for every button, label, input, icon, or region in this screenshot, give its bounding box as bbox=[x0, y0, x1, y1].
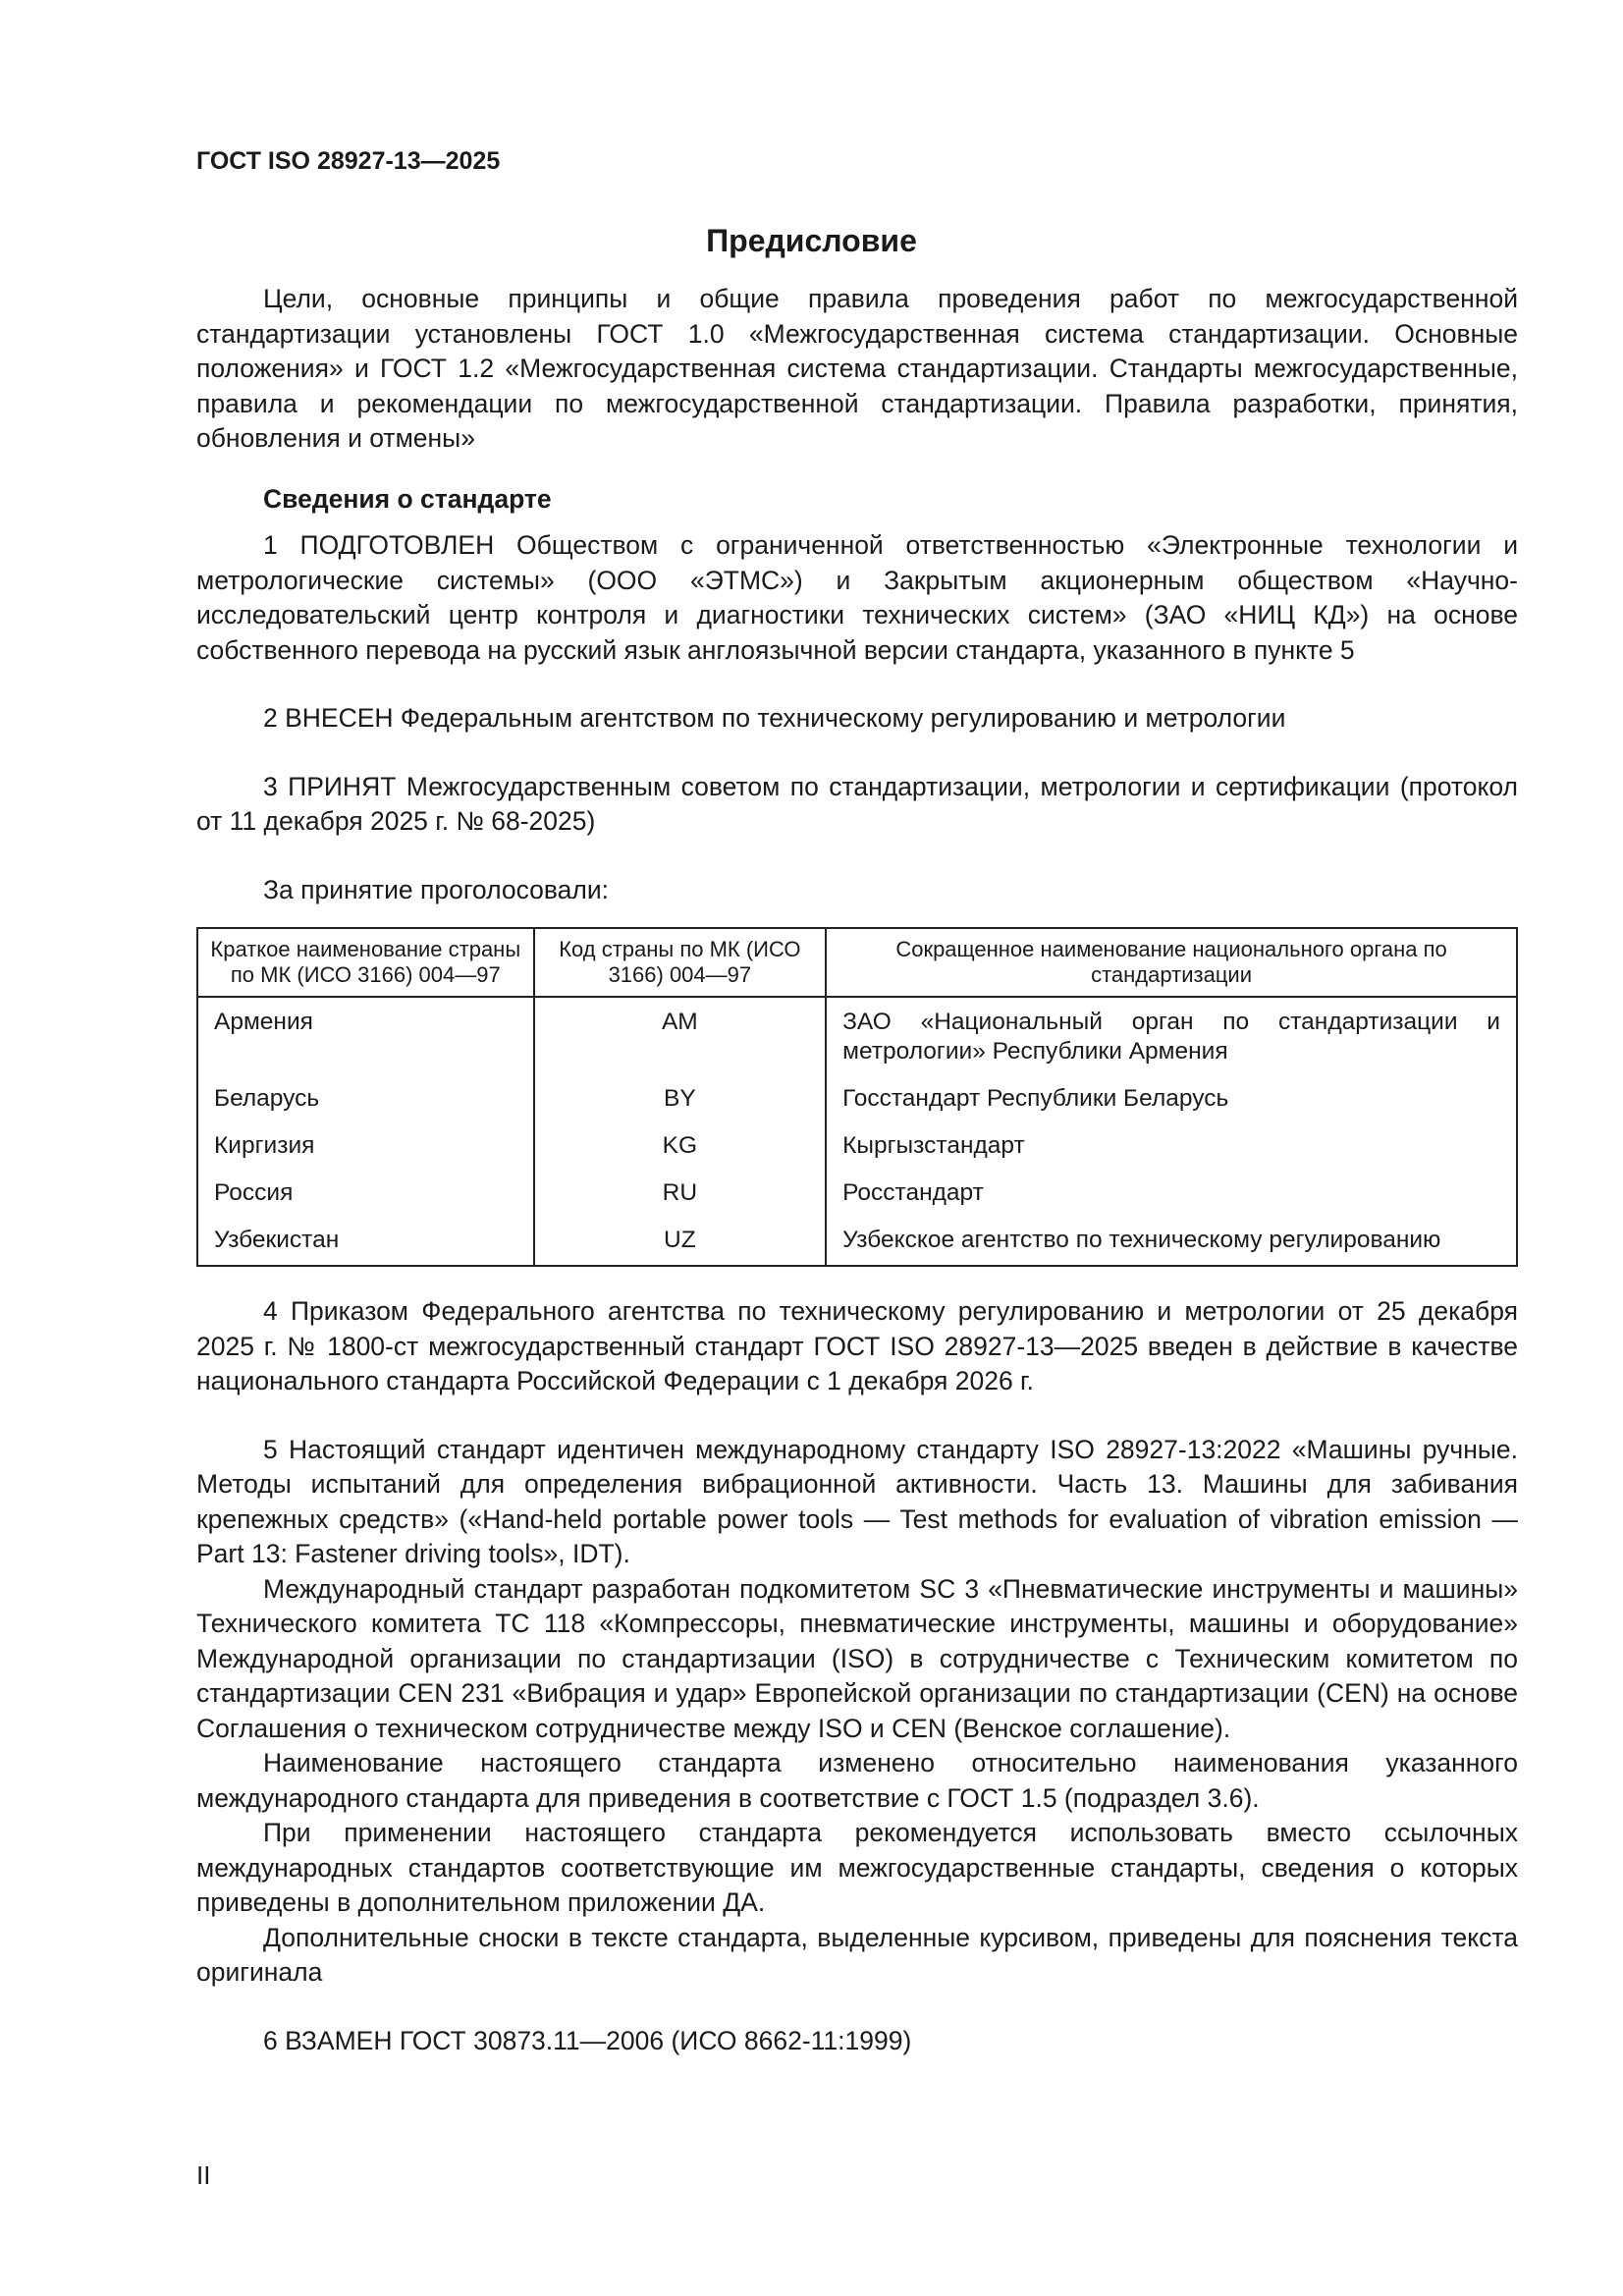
table-row bbox=[197, 1122, 1517, 1170]
table-row bbox=[197, 1075, 1517, 1122]
column-header-country: Краткое наименование страны по МК (ИСО 3166) 004—97 bbox=[197, 928, 534, 997]
country-cell: Россия bbox=[197, 1170, 534, 1217]
table-row bbox=[197, 1170, 1517, 1217]
page-number: II bbox=[196, 2160, 211, 2190]
organ-cell: Кыргызстандарт bbox=[826, 1122, 1517, 1170]
item-5-paragraph: 5 Настоящий стандарт идентичен международному стандарту ISO 28927-13:2022 «Машины ручные. Методы испытаний для определения вибрационной активности. Часть 13. Машины для забивания крепежных средств» («Hand-held portable power tools — Test methods for evaluation of vibration emission — Part 13: Fastener driving tools», IDT). bbox=[196, 1434, 1518, 1568]
column-header-organ: Сокращенное наименование национального органа по стандартизации bbox=[826, 928, 1517, 997]
organ-cell: Росстандарт bbox=[826, 1170, 1517, 1217]
country-cell: Армения bbox=[197, 997, 534, 1075]
page-title: Предисловие bbox=[706, 223, 917, 258]
country-cell: Киргизия bbox=[197, 1122, 534, 1170]
code-cell: AM bbox=[534, 997, 827, 1075]
table-row bbox=[197, 1217, 1517, 1266]
voting-countries-table bbox=[196, 927, 1518, 1267]
organ-cell: Узбекское агентство по техническому регулированию bbox=[826, 1217, 1517, 1266]
country-cell: Узбекистан bbox=[197, 1217, 534, 1266]
item-4-paragraph: 4 Приказом Федерального агентства по техническому регулированию и метрологии от 25 декабря 2025 г. № 1800-ст межгосударственный стандарт ГОСТ ISO 28927-13—2025 введен в действие в качестве национального стандарта Российской Федерации с 1 декабря 2026 г. bbox=[196, 1296, 1518, 1395]
item-1-paragraph: 1 ПОДГОТОВЛЕН Обществом с ограниченной ответственностью «Электронные технологии и метрологические системы» (ООО «ЭТМС») и Закрытым акционерным обществом «Научно-исследовательский центр контроля и диагностики технических систем» (ЗАО «НИЦ КД») на основе собственного перевода на русский язык англоязычной версии стандарта, указанного в пункте 5 bbox=[196, 530, 1518, 665]
voted-label: За принятие проголосовали: bbox=[263, 874, 610, 904]
item-6-paragraph: 6 ВЗАМЕН ГОСТ 30873.11—2006 (ИСО 8662-11:1999) bbox=[263, 2025, 912, 2055]
item-5-iso-origin-paragraph: Международный стандарт разработан подкомитетом SC 3 «Пневматические инструменты и машины» Технического комитета TC 118 «Компрессоры, пневматические инструменты, машины и оборудование» Международной организации по стандартизации (ISO) в сотрудничестве с Техническим комитетом по стандартизации CEN 231 «Вибрация и удар» Европейской организации по стандартизации (CEN) на основе Соглашения о техническом сотрудничестве между ISO и CEN (Венское соглашение). bbox=[196, 1573, 1518, 1743]
standard-code-header: ГОСТ ISO 28927-13—2025 bbox=[196, 147, 501, 175]
foreword-content bbox=[196, 282, 1518, 2058]
table-row bbox=[197, 997, 1517, 1075]
country-cell: Беларусь bbox=[197, 1075, 534, 1122]
code-cell: UZ bbox=[534, 1217, 827, 1266]
intro-paragraph: Цели, основные принципы и общие правила проведения работ по межгосударственной стандартизации установлены ГОСТ 1.0 «Межгосударственная система стандартизации. Основные положения» и ГОСТ 1.2 «Межгосударственная система стандартизации. Стандарты межгосударственные, правила и рекомендации по межгосударственной стандартизации. Правила разработки, принятия, обновления и отмены» bbox=[196, 284, 1518, 453]
organ-cell: ЗАО «Национальный орган по стандартизации и метрологии» Республики Армения bbox=[826, 997, 1517, 1075]
column-header-code: Код страны по МК (ИСО 3166) 004—97 bbox=[534, 928, 827, 997]
code-cell: BY bbox=[534, 1075, 827, 1122]
item-5-name-change-paragraph: Наименование настоящего стандарта изменено относительно наименования указанного международного стандарта для приведения в соответствие с ГОСТ 1.5 (подраздел 3.6). bbox=[196, 1748, 1518, 1813]
code-cell: RU bbox=[534, 1170, 827, 1217]
code-cell: KG bbox=[534, 1122, 827, 1170]
table-header-row bbox=[197, 928, 1517, 997]
item-2-paragraph: 2 ВНЕСЕН Федеральным агентством по техническому регулированию и метрологии bbox=[263, 703, 1286, 733]
organ-cell: Госстандарт Республики Беларусь bbox=[826, 1075, 1517, 1122]
item-3-paragraph: 3 ПРИНЯТ Межгосударственным советом по стандартизации, метрологии и сертификации (протокол от 11 декабря 2025 г. № 68-2025) bbox=[196, 771, 1518, 836]
item-5-references-paragraph: При применении настоящего стандарта рекомендуется использовать вместо ссылочных международных стандартов соответствующие им межгосударственные стандарты, сведения о которых приведены в дополнительном приложении ДА. bbox=[196, 1818, 1518, 1917]
item-5-footnotes-paragraph: Дополнительные сноски в тексте стандарта, выделенные курсивом, приведены для пояснения текста оригинала bbox=[196, 1922, 1518, 1987]
section-subheading: Сведения о стандарте bbox=[263, 483, 552, 514]
